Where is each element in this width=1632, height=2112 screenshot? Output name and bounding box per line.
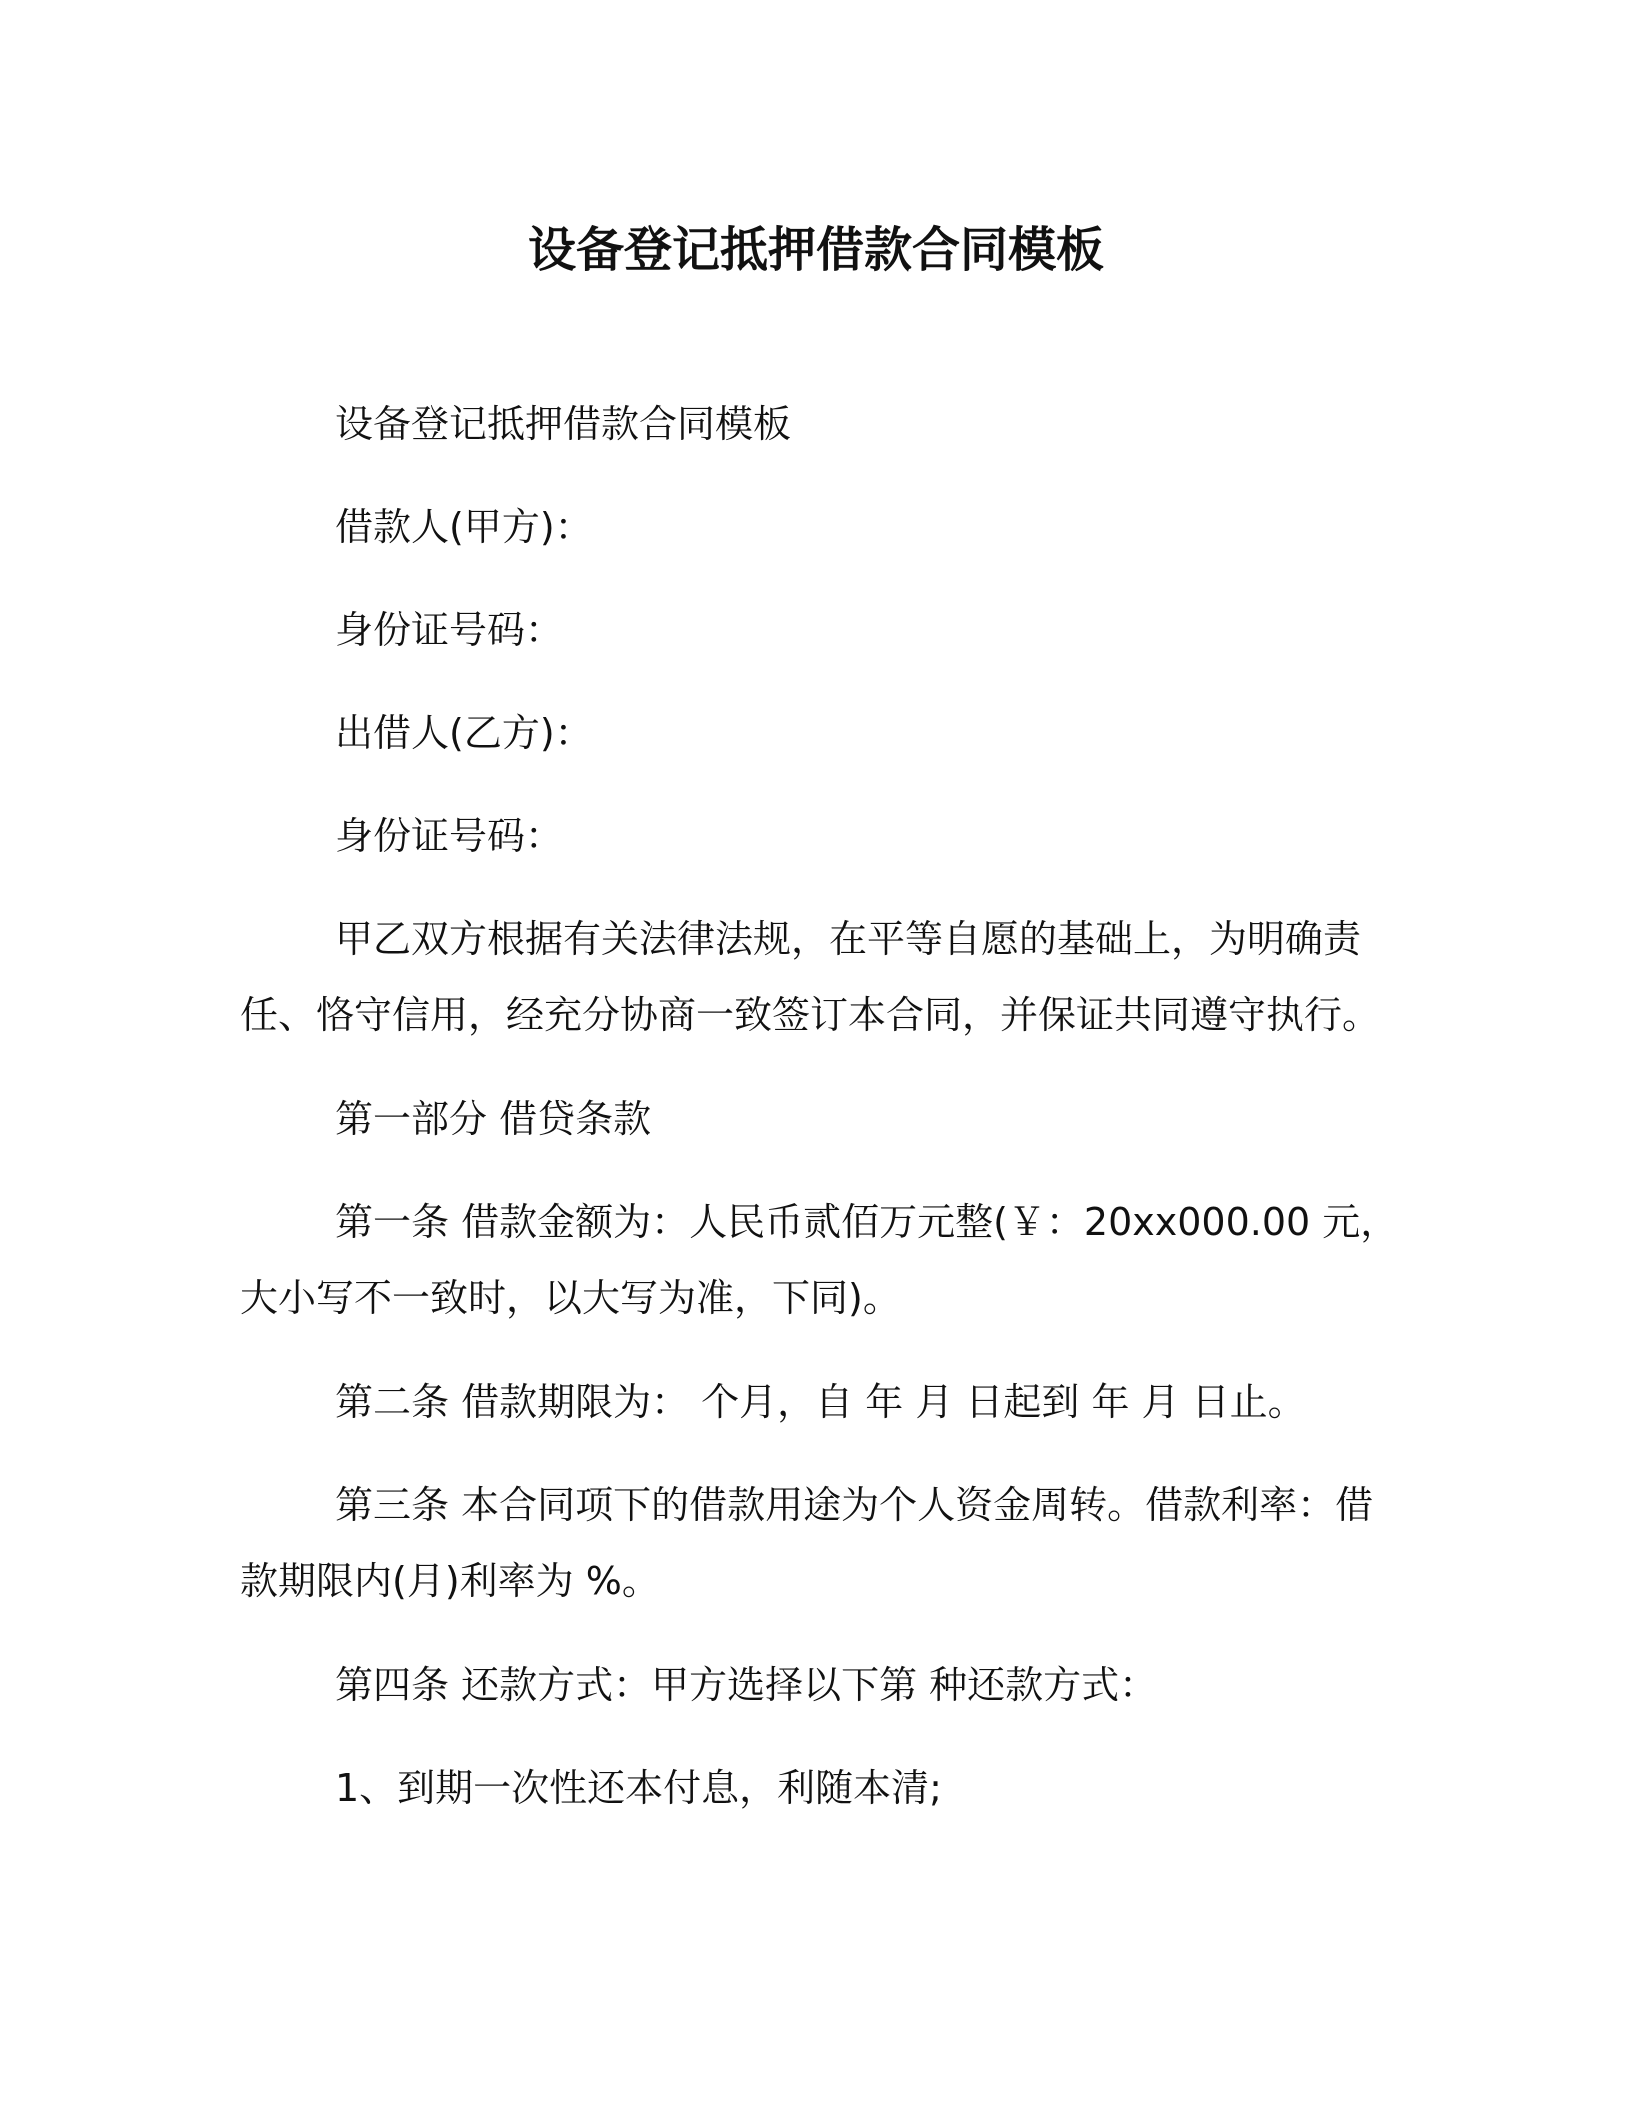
borrower-line: 借款人(甲方)： bbox=[335, 505, 593, 549]
article-3-paragraph: 第三条 本合同项下的借款用途为个人资金周转。借款利率：借款期限内(月)利率为 %。 bbox=[240, 1483, 1374, 1603]
article-1-paragraph: 第一条 借款金额为：人民币贰佰万元整(￥：20xx000.00 元，大小写不一致时，以大写为准，下同)。 bbox=[240, 1200, 1399, 1320]
borrower-id-line: 身份证号码： bbox=[335, 608, 564, 652]
lender-line: 出借人(乙方)： bbox=[335, 711, 593, 755]
article-4-paragraph: 第四条 还款方式：甲方选择以下第 种还款方式： bbox=[335, 1663, 1158, 1707]
document-title: 设备登记抵押借款合同模板 bbox=[527, 222, 1104, 278]
part-one-heading: 第一部分 借贷条款 bbox=[335, 1097, 652, 1141]
subtitle-line: 设备登记抵押借款合同模板 bbox=[335, 402, 792, 446]
lender-id-line: 身份证号码： bbox=[335, 814, 564, 858]
article-2-paragraph: 第二条 借款期限为： 个月，自 年 月 日起到 年 月 日止。 bbox=[335, 1380, 1306, 1424]
option-1-line: 1、到期一次性还本付息，利随本清; bbox=[335, 1766, 942, 1810]
preamble-paragraph: 甲乙双方根据有关法律法规，在平等自愿的基础上，为明确责任、恪守信用，经充分协商一致签订本合同，并保证共同遵守执行。 bbox=[240, 917, 1381, 1037]
